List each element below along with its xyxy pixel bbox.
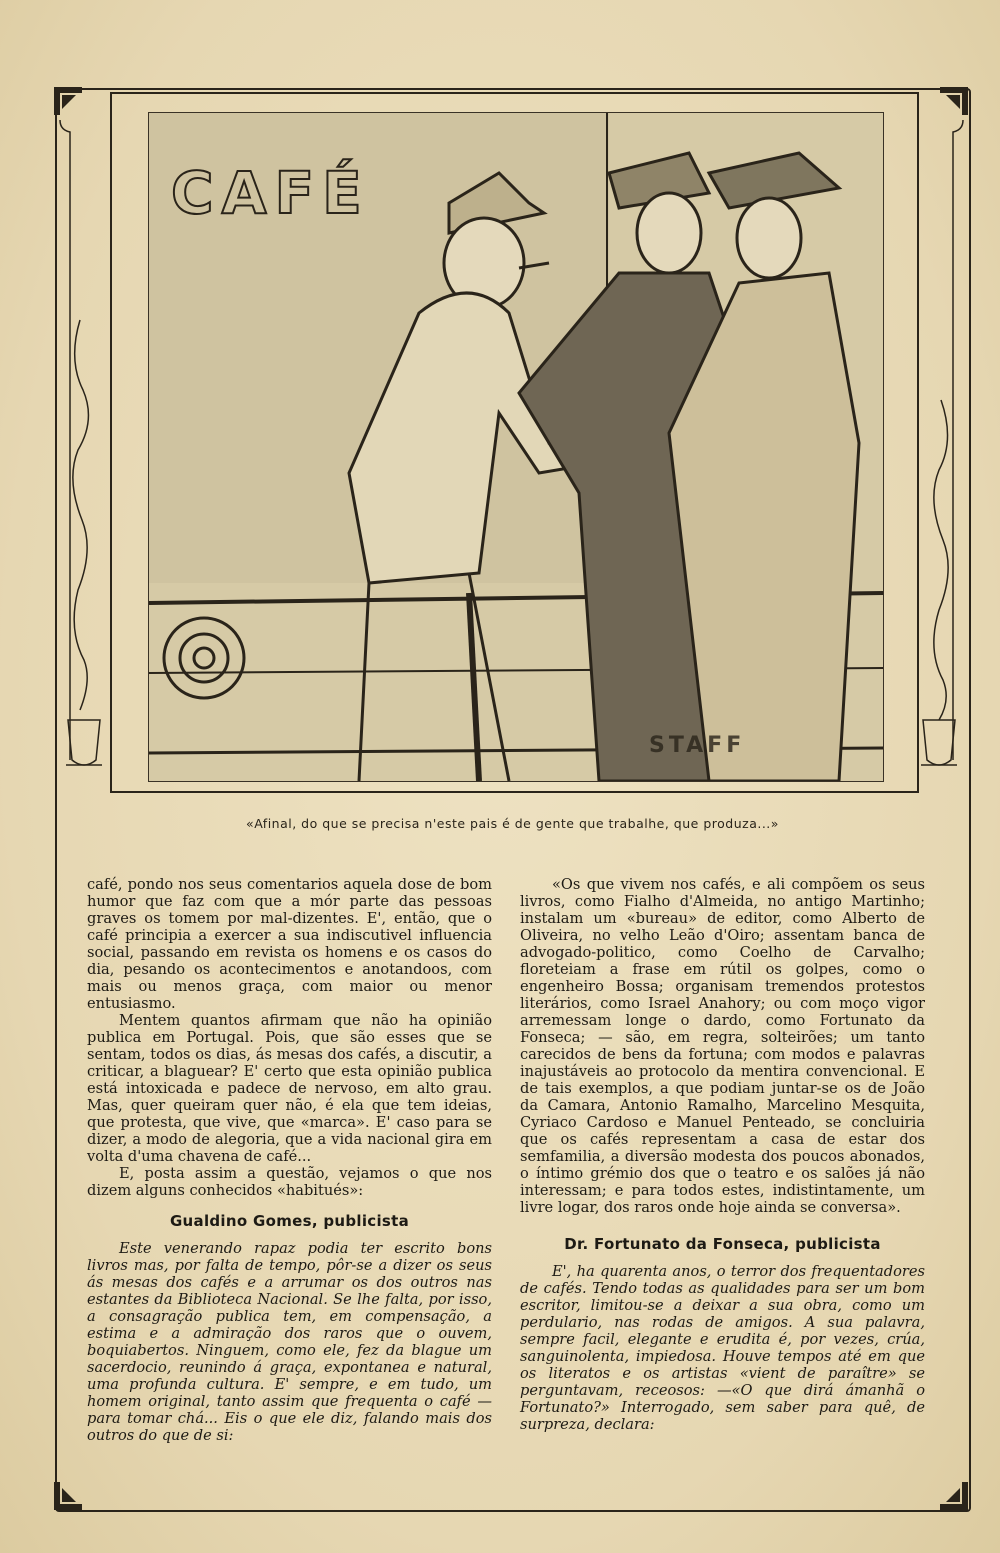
corner-ornament	[938, 1480, 970, 1512]
steam-cup-ornament	[915, 120, 965, 780]
section-heading: Gualdino Gomes, publicista	[169, 1212, 410, 1230]
paragraph: Mentem quantos afirmam que não ha opinião publica em Portugal. Pois, que são esses que se sentam, todos os dias, ás mesas dos cafés, a discutir, a criticar, a blaguear? E' certo que esta opinião publica está intoxicada e padece de nervoso, em alto grau. Mas, quer queiram quer não, é ela que tem ideias, que protesta, que vive, que «marca». E' caso para se dizer, a modo de alegoria, que a vida nacional gira em volta d'uma chavena de café...	[87, 1012, 492, 1165]
corner-ornament	[938, 85, 970, 117]
artist-signature: STAFF	[649, 733, 746, 758]
paragraph: E, posta assim a questão, vejamos o que nos dizem alguns conhecidos «habitués»:	[87, 1165, 492, 1199]
cafe-sign: CAFÉ	[171, 159, 370, 227]
paragraph: «Os que vivem nos cafés, e ali compõem os seus livros, como Fialho d'Almeida, no antigo Martinho; instalam um «bureau» de editor, como Alberto de Oliveira, no velho Leão d'Oiro; assentam banca de advogado-politico, como Coelho de Carvalho; floreteiam a frase em rútil os golpes, como o engenheiro Bossa; organisam tremendos protestos literários, como Israel Anahory; ou com moço vigor arremessam longe o dardo, como Fortunato da Fonseca; — são, em regra, solteirões; um tanto carecidos de bens da fortuna; com modos e palavras inajustáveis ao protocolo da mentira convencional. E de tais exemplos, a que podiam juntar-se os de João da Camara, Antonio Ramalho, Marcelino Mesquita, Cyriaco Cardoso e Manuel Penteado, se concluiria que os cafés representam a casa de estar dos semfamilia, a diversão modesta dos poucos abonados, o íntimo grémio dos que o teatro e os salões já não interessam; e para todos estes, indistintamente, um livre logar, dos raros onde hoje ainda se conversa».	[520, 876, 925, 1216]
paragraph: E', ha quarenta anos, o terror dos frequentadores de cafés. Tendo todas as qualidades para ser um bom escritor, limitou-se a deixar a sua obra, como um perdulario, nas rodas de amigos. A sua palavra, sempre facil, elegante e erudita é, por vezes, crúa, sanguinolenta, impiedosa. Houve tempos até em que os literatos e os artistas «vient de paraître» se perguntavam, receosos: —«O que dirá ámanhã o Fortunato?» Interrogado, sem saber para quê, de surpreza, declara:	[520, 1263, 925, 1433]
section-heading: Dr. Fortunato da Fonseca, publicista	[564, 1235, 881, 1253]
paragraph: Este venerando rapaz podia ter escrito bons livros mas, por falta de tempo, pôr-se a dizer os seus ás mesas dos cafés e a arrumar os dos outros nas estantes da Biblioteca Nacional. Se lhe falta, por isso, a consagração publica tem, em compensação, a estima e a admiração dos raros que o ouvem, boquiabertos. Ninguem, como ele, fez da blague um sacerdocio, reunindo á graça, expontanea e natural, uma profunda cultura. E' sempre, e em tudo, um homem original, tanto assim que frequenta o café — para tomar chá... Eis o que ele diz, falando mais dos outros do que de si:	[87, 1240, 492, 1444]
corner-ornament	[52, 85, 84, 117]
cafe-illustration	[148, 112, 884, 782]
right-column	[520, 876, 925, 1433]
corner-ornament	[52, 1480, 84, 1512]
paragraph: café, pondo nos seus comentarios aquela dose de bom humor que faz com que a mór parte das pessoas graves os tomem por mal-dizentes. E', então, que o café principia a exercer a sua indiscutivel influencia social, passando em revista os homens e os casos do dia, pesando os acontecimentos e anotandoos, com mais ou menos graça, com maior ou menor entusiasmo.	[87, 876, 492, 1012]
illustration-caption: «Afinal, do que se precisa n'este pais é de gente que trabalhe, que produza...»	[246, 816, 779, 831]
left-column	[87, 876, 492, 1444]
steam-cup-ornament	[58, 120, 108, 780]
